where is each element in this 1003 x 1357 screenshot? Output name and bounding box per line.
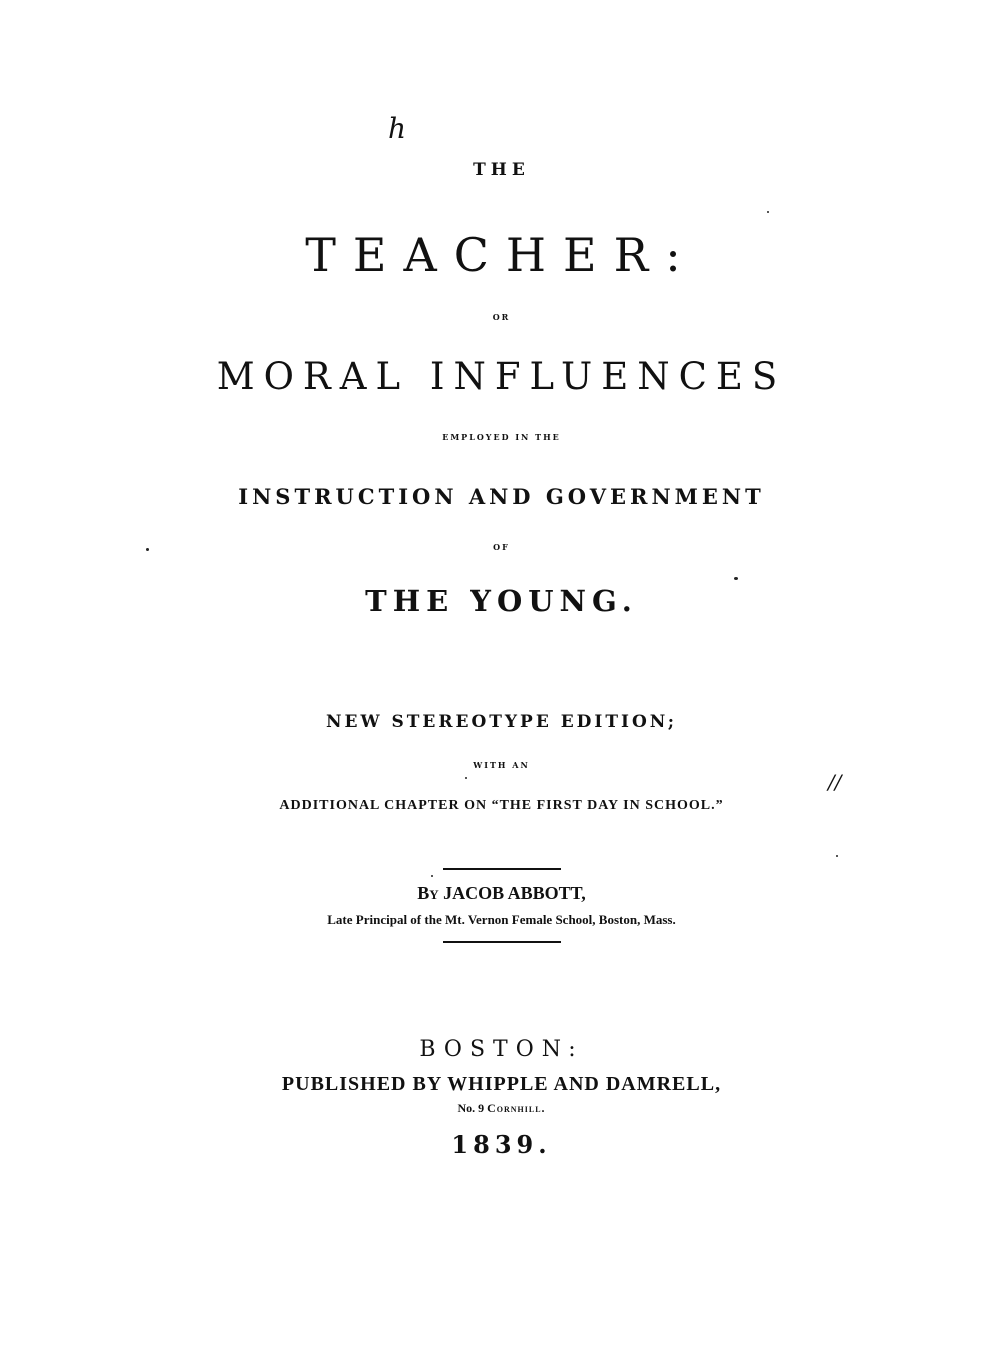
imprint-address [0, 1101, 1003, 1116]
author-line [0, 883, 1003, 904]
imprint-city: BOSTON: [419, 1037, 584, 1062]
imprint-publisher: PUBLISHED BY WHIPPLE AND DAMRELL, [281, 1073, 722, 1095]
main-title: TEACHER: [305, 228, 698, 282]
title-or: OR [492, 312, 511, 322]
imprint-year: 1839. [451, 1130, 552, 1159]
divider-top [443, 868, 561, 870]
scan-speck [734, 577, 738, 580]
author-name: JACOB ABBOTT, [443, 883, 586, 903]
address-street: Cornhill. [487, 1101, 546, 1115]
scan-speck [767, 211, 769, 213]
divider-bottom [443, 941, 561, 943]
instruction-line: INSTRUCTION AND GOVERNMENT [238, 484, 765, 509]
scan-speck [836, 855, 838, 857]
scan-speck [431, 875, 433, 877]
subtitle: MORAL INFLUENCES [216, 355, 787, 398]
handwritten-mark-top: h [388, 112, 407, 145]
address-number: No. 9 [457, 1101, 485, 1115]
additional-chapter-line: ADDITIONAL CHAPTER ON “THE FIRST DAY IN SCHOOL.” [279, 798, 724, 813]
author-title: Late Principal of the Mt. Vernon Female School, Boston, Mass. [327, 912, 676, 927]
scan-speck [146, 548, 149, 551]
handwritten-mark-right: // [828, 770, 842, 794]
with-an-line: WITH AN [473, 760, 530, 770]
title-the: THE [473, 160, 530, 180]
author-by: By [417, 883, 439, 903]
employed-line: EMPLOYED IN THE [442, 432, 561, 442]
of-line: OF [493, 542, 510, 552]
young-line: THE YOUNG. [365, 584, 638, 618]
scan-speck [465, 777, 467, 779]
edition-line: NEW STEREOTYPE EDITION; [325, 712, 677, 732]
